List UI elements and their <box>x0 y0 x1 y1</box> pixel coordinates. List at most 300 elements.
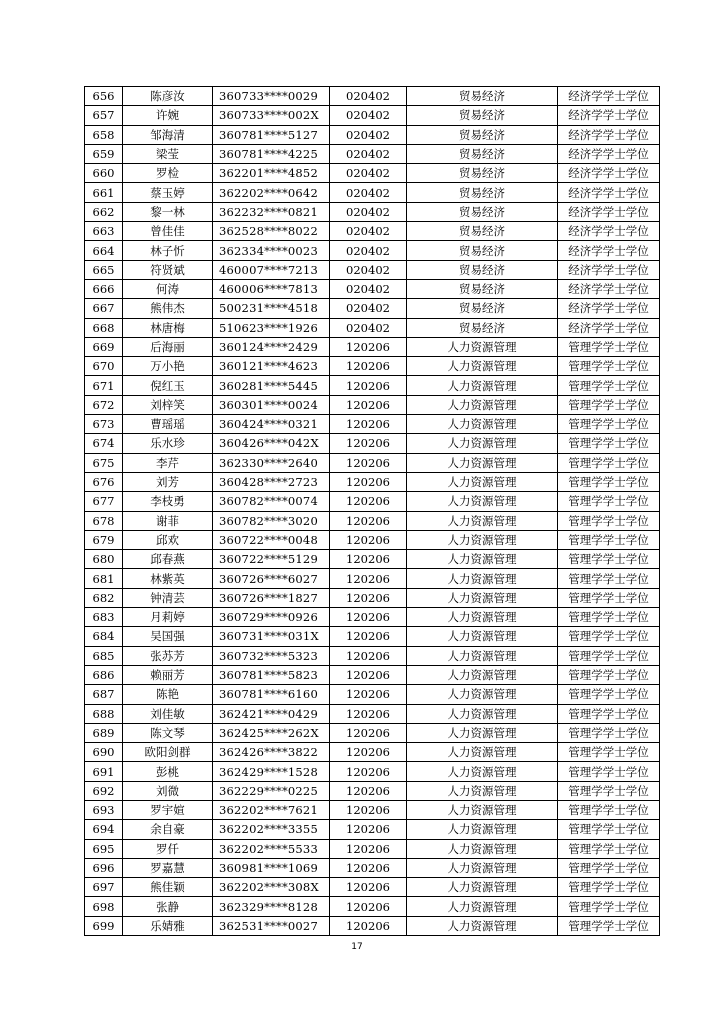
row-number-cell: 662 <box>85 202 123 221</box>
row-number-cell: 673 <box>85 415 123 434</box>
row-number-cell: 666 <box>85 279 123 298</box>
row-number-cell: 691 <box>85 762 123 781</box>
row-number-cell: 668 <box>85 318 123 337</box>
major-name-cell: 人力资源管理 <box>407 588 558 607</box>
row-number-cell: 660 <box>85 164 123 183</box>
student-name-cell: 李枝勇 <box>123 492 213 511</box>
table-row <box>85 125 660 144</box>
row-number-cell: 697 <box>85 878 123 897</box>
row-number-cell: 657 <box>85 106 123 125</box>
row-number-cell: 689 <box>85 723 123 742</box>
major-code-cell: 120206 <box>330 415 407 434</box>
student-name-cell: 罗检 <box>123 164 213 183</box>
degree-type-cell: 管理学学士学位 <box>558 897 660 916</box>
table-row <box>85 665 660 684</box>
major-code-cell: 120206 <box>330 646 407 665</box>
id-number-cell: 362202****0642 <box>213 183 330 202</box>
student-name-cell: 罗嘉慧 <box>123 858 213 877</box>
major-code-cell: 020402 <box>330 202 407 221</box>
student-name-cell: 罗仟 <box>123 839 213 858</box>
major-name-cell: 人力资源管理 <box>407 627 558 646</box>
major-name-cell: 贸易经济 <box>407 106 558 125</box>
table-row <box>85 337 660 356</box>
row-number-cell: 685 <box>85 646 123 665</box>
major-name-cell: 贸易经济 <box>407 87 558 106</box>
major-code-cell: 120206 <box>330 743 407 762</box>
row-number-cell: 661 <box>85 183 123 202</box>
degree-type-cell: 管理学学士学位 <box>558 472 660 491</box>
degree-type-cell: 经济学学士学位 <box>558 299 660 318</box>
table-row <box>85 704 660 723</box>
table-row <box>85 820 660 839</box>
table-row <box>85 492 660 511</box>
row-number-cell: 665 <box>85 260 123 279</box>
student-name-cell: 熊佳颖 <box>123 878 213 897</box>
row-number-cell: 683 <box>85 608 123 627</box>
id-number-cell: 360301****0024 <box>213 395 330 414</box>
major-name-cell: 人力资源管理 <box>407 820 558 839</box>
major-name-cell: 贸易经济 <box>407 318 558 337</box>
major-code-cell: 120206 <box>330 878 407 897</box>
major-name-cell: 人力资源管理 <box>407 492 558 511</box>
major-name-cell: 贸易经济 <box>407 279 558 298</box>
student-name-cell: 欧阳剑群 <box>123 743 213 762</box>
degree-type-cell: 管理学学士学位 <box>558 511 660 530</box>
degree-type-cell: 经济学学士学位 <box>558 87 660 106</box>
degree-type-cell: 管理学学士学位 <box>558 858 660 877</box>
major-code-cell: 120206 <box>330 627 407 646</box>
major-name-cell: 贸易经济 <box>407 222 558 241</box>
row-number-cell: 687 <box>85 685 123 704</box>
major-code-cell: 120206 <box>330 820 407 839</box>
major-code-cell: 120206 <box>330 704 407 723</box>
degree-type-cell: 管理学学士学位 <box>558 569 660 588</box>
row-number-cell: 698 <box>85 897 123 916</box>
id-number-cell: 500231****4518 <box>213 299 330 318</box>
table-row <box>85 762 660 781</box>
table-row <box>85 897 660 916</box>
major-name-cell: 人力资源管理 <box>407 376 558 395</box>
student-name-cell: 彭桃 <box>123 762 213 781</box>
page-number: 17 <box>351 942 363 952</box>
student-name-cell: 刘微 <box>123 781 213 800</box>
table-row <box>85 858 660 877</box>
degree-type-cell: 经济学学士学位 <box>558 318 660 337</box>
major-name-cell: 人力资源管理 <box>407 743 558 762</box>
student-name-cell: 谢菲 <box>123 511 213 530</box>
major-name-cell: 人力资源管理 <box>407 839 558 858</box>
table-row <box>85 144 660 163</box>
id-number-cell: 362229****0225 <box>213 781 330 800</box>
row-number-cell: 678 <box>85 511 123 530</box>
major-name-cell: 人力资源管理 <box>407 395 558 414</box>
degree-type-cell: 管理学学士学位 <box>558 665 660 684</box>
table-row <box>85 453 660 472</box>
major-code-cell: 120206 <box>330 762 407 781</box>
id-number-cell: 362202****7621 <box>213 800 330 819</box>
student-name-cell: 陈彦汝 <box>123 87 213 106</box>
id-number-cell: 360726****1827 <box>213 588 330 607</box>
major-name-cell: 贸易经济 <box>407 164 558 183</box>
table-row <box>85 260 660 279</box>
degree-type-cell: 管理学学士学位 <box>558 820 660 839</box>
table-row <box>85 183 660 202</box>
major-code-cell: 020402 <box>330 144 407 163</box>
major-code-cell: 120206 <box>330 897 407 916</box>
id-number-cell: 362528****8022 <box>213 222 330 241</box>
id-number-cell: 360981****1069 <box>213 858 330 877</box>
id-number-cell: 362201****4852 <box>213 164 330 183</box>
degree-type-cell: 管理学学士学位 <box>558 723 660 742</box>
degree-type-cell: 管理学学士学位 <box>558 743 660 762</box>
major-code-cell: 120206 <box>330 530 407 549</box>
id-number-cell: 362330****2640 <box>213 453 330 472</box>
student-name-cell: 邹海清 <box>123 125 213 144</box>
major-name-cell: 人力资源管理 <box>407 800 558 819</box>
student-name-cell: 黎一林 <box>123 202 213 221</box>
major-code-cell: 120206 <box>330 492 407 511</box>
id-number-cell: 360731****031X <box>213 627 330 646</box>
row-number-cell: 680 <box>85 550 123 569</box>
row-number-cell: 658 <box>85 125 123 144</box>
major-code-cell: 120206 <box>330 453 407 472</box>
table-row <box>85 800 660 819</box>
major-name-cell: 人力资源管理 <box>407 762 558 781</box>
table-row <box>85 434 660 453</box>
major-code-cell: 120206 <box>330 781 407 800</box>
degree-type-cell: 管理学学士学位 <box>558 646 660 665</box>
major-name-cell: 人力资源管理 <box>407 550 558 569</box>
table-row <box>85 202 660 221</box>
major-name-cell: 人力资源管理 <box>407 337 558 356</box>
row-number-cell: 681 <box>85 569 123 588</box>
row-number-cell: 684 <box>85 627 123 646</box>
id-number-cell: 360781****6160 <box>213 685 330 704</box>
major-name-cell: 人力资源管理 <box>407 453 558 472</box>
major-name-cell: 贸易经济 <box>407 144 558 163</box>
student-name-cell: 林唐梅 <box>123 318 213 337</box>
degree-type-cell: 管理学学士学位 <box>558 357 660 376</box>
major-name-cell: 贸易经济 <box>407 125 558 144</box>
table-row <box>85 916 660 935</box>
major-code-cell: 020402 <box>330 279 407 298</box>
major-code-cell: 120206 <box>330 569 407 588</box>
major-code-cell: 020402 <box>330 106 407 125</box>
row-number-cell: 690 <box>85 743 123 762</box>
major-code-cell: 020402 <box>330 260 407 279</box>
major-name-cell: 人力资源管理 <box>407 415 558 434</box>
student-name-cell: 符贤斌 <box>123 260 213 279</box>
id-number-cell: 362429****1528 <box>213 762 330 781</box>
degree-type-cell: 管理学学士学位 <box>558 453 660 472</box>
table-row <box>85 318 660 337</box>
student-name-cell: 赖丽芳 <box>123 665 213 684</box>
id-number-cell: 360781****4225 <box>213 144 330 163</box>
row-number-cell: 677 <box>85 492 123 511</box>
row-number-cell: 671 <box>85 376 123 395</box>
row-number-cell: 659 <box>85 144 123 163</box>
major-name-cell: 人力资源管理 <box>407 357 558 376</box>
major-code-cell: 120206 <box>330 395 407 414</box>
table-row <box>85 608 660 627</box>
row-number-cell: 682 <box>85 588 123 607</box>
major-name-cell: 贸易经济 <box>407 202 558 221</box>
major-code-cell: 120206 <box>330 337 407 356</box>
row-number-cell: 686 <box>85 665 123 684</box>
major-code-cell: 120206 <box>330 511 407 530</box>
id-number-cell: 460006****7813 <box>213 279 330 298</box>
table-row <box>85 569 660 588</box>
major-code-cell: 120206 <box>330 588 407 607</box>
row-number-cell: 667 <box>85 299 123 318</box>
id-number-cell: 360121****4623 <box>213 357 330 376</box>
graduate-degree-table <box>84 86 660 936</box>
id-number-cell: 360424****0321 <box>213 415 330 434</box>
table-row <box>85 781 660 800</box>
student-name-cell: 刘芳 <box>123 472 213 491</box>
major-name-cell: 人力资源管理 <box>407 685 558 704</box>
student-name-cell: 李芹 <box>123 453 213 472</box>
id-number-cell: 360281****5445 <box>213 376 330 395</box>
degree-type-cell: 管理学学士学位 <box>558 781 660 800</box>
major-code-cell: 120206 <box>330 357 407 376</box>
id-number-cell: 362232****0821 <box>213 202 330 221</box>
table-row <box>85 222 660 241</box>
row-number-cell: 699 <box>85 916 123 935</box>
table-row <box>85 164 660 183</box>
id-number-cell: 360782****3020 <box>213 511 330 530</box>
major-code-cell: 020402 <box>330 222 407 241</box>
student-name-cell: 月莉婷 <box>123 608 213 627</box>
student-name-cell: 曾佳佳 <box>123 222 213 241</box>
major-name-cell: 人力资源管理 <box>407 530 558 549</box>
table-row <box>85 878 660 897</box>
student-name-cell: 梁莹 <box>123 144 213 163</box>
major-code-cell: 120206 <box>330 434 407 453</box>
degree-type-cell: 管理学学士学位 <box>558 839 660 858</box>
id-number-cell: 510623****1926 <box>213 318 330 337</box>
id-number-cell: 362426****3822 <box>213 743 330 762</box>
row-number-cell: 674 <box>85 434 123 453</box>
id-number-cell: 360781****5823 <box>213 665 330 684</box>
student-name-cell: 后海丽 <box>123 337 213 356</box>
major-name-cell: 人力资源管理 <box>407 511 558 530</box>
student-name-cell: 林子忻 <box>123 241 213 260</box>
degree-type-cell: 经济学学士学位 <box>558 202 660 221</box>
degree-type-cell: 经济学学士学位 <box>558 106 660 125</box>
table-row <box>85 550 660 569</box>
major-name-cell: 人力资源管理 <box>407 878 558 897</box>
table-row <box>85 106 660 125</box>
degree-type-cell: 管理学学士学位 <box>558 492 660 511</box>
id-number-cell: 362202****3355 <box>213 820 330 839</box>
id-number-cell: 360733****002X <box>213 106 330 125</box>
major-code-cell: 120206 <box>330 665 407 684</box>
major-code-cell: 120206 <box>330 550 407 569</box>
table-row <box>85 588 660 607</box>
degree-type-cell: 经济学学士学位 <box>558 183 660 202</box>
row-number-cell: 692 <box>85 781 123 800</box>
degree-type-cell: 管理学学士学位 <box>558 878 660 897</box>
id-number-cell: 360726****6027 <box>213 569 330 588</box>
student-name-cell: 陈艳 <box>123 685 213 704</box>
row-number-cell: 693 <box>85 800 123 819</box>
major-name-cell: 贸易经济 <box>407 183 558 202</box>
table-row <box>85 530 660 549</box>
major-code-cell: 020402 <box>330 164 407 183</box>
major-name-cell: 人力资源管理 <box>407 781 558 800</box>
row-number-cell: 670 <box>85 357 123 376</box>
student-name-cell: 吴国强 <box>123 627 213 646</box>
id-number-cell: 360781****5127 <box>213 125 330 144</box>
major-name-cell: 人力资源管理 <box>407 723 558 742</box>
major-code-cell: 120206 <box>330 800 407 819</box>
row-number-cell: 694 <box>85 820 123 839</box>
table-row <box>85 395 660 414</box>
row-number-cell: 675 <box>85 453 123 472</box>
major-name-cell: 贸易经济 <box>407 241 558 260</box>
degree-type-cell: 管理学学士学位 <box>558 550 660 569</box>
major-code-cell: 120206 <box>330 858 407 877</box>
degree-type-cell: 管理学学士学位 <box>558 608 660 627</box>
student-name-cell: 熊伟杰 <box>123 299 213 318</box>
degree-type-cell: 管理学学士学位 <box>558 376 660 395</box>
degree-type-cell: 管理学学士学位 <box>558 627 660 646</box>
degree-type-cell: 管理学学士学位 <box>558 685 660 704</box>
table-row <box>85 839 660 858</box>
row-number-cell: 695 <box>85 839 123 858</box>
student-name-cell: 陈文琴 <box>123 723 213 742</box>
degree-type-cell: 经济学学士学位 <box>558 279 660 298</box>
student-name-cell: 邱春燕 <box>123 550 213 569</box>
major-name-cell: 人力资源管理 <box>407 434 558 453</box>
student-name-cell: 乐婧雅 <box>123 916 213 935</box>
id-number-cell: 360733****0029 <box>213 87 330 106</box>
id-number-cell: 360729****0926 <box>213 608 330 627</box>
major-code-cell: 120206 <box>330 608 407 627</box>
major-code-cell: 120206 <box>330 376 407 395</box>
major-name-cell: 人力资源管理 <box>407 608 558 627</box>
student-name-cell: 倪红玉 <box>123 376 213 395</box>
major-code-cell: 020402 <box>330 318 407 337</box>
id-number-cell: 360782****0074 <box>213 492 330 511</box>
row-number-cell: 679 <box>85 530 123 549</box>
student-name-cell: 钟清芸 <box>123 588 213 607</box>
table-row <box>85 279 660 298</box>
major-name-cell: 人力资源管理 <box>407 472 558 491</box>
major-name-cell: 人力资源管理 <box>407 704 558 723</box>
student-name-cell: 邱欢 <box>123 530 213 549</box>
id-number-cell: 360124****2429 <box>213 337 330 356</box>
table-row <box>85 87 660 106</box>
degree-type-cell: 管理学学士学位 <box>558 704 660 723</box>
degree-type-cell: 管理学学士学位 <box>558 395 660 414</box>
student-name-cell: 蔡玉婷 <box>123 183 213 202</box>
major-name-cell: 人力资源管理 <box>407 569 558 588</box>
major-code-cell: 120206 <box>330 723 407 742</box>
major-code-cell: 020402 <box>330 299 407 318</box>
id-number-cell: 362531****0027 <box>213 916 330 935</box>
id-number-cell: 362202****308X <box>213 878 330 897</box>
degree-type-cell: 经济学学士学位 <box>558 260 660 279</box>
major-code-cell: 020402 <box>330 241 407 260</box>
student-name-cell: 万小艳 <box>123 357 213 376</box>
major-code-cell: 020402 <box>330 125 407 144</box>
major-name-cell: 贸易经济 <box>407 299 558 318</box>
row-number-cell: 669 <box>85 337 123 356</box>
student-name-cell: 罗宇媗 <box>123 800 213 819</box>
student-name-cell: 林紫英 <box>123 569 213 588</box>
table-row <box>85 743 660 762</box>
student-name-cell: 何涛 <box>123 279 213 298</box>
major-code-cell: 020402 <box>330 183 407 202</box>
degree-type-cell: 管理学学士学位 <box>558 588 660 607</box>
major-code-cell: 120206 <box>330 839 407 858</box>
id-number-cell: 362334****0023 <box>213 241 330 260</box>
degree-type-cell: 管理学学士学位 <box>558 916 660 935</box>
student-name-cell: 乐水珍 <box>123 434 213 453</box>
table-row <box>85 415 660 434</box>
major-name-cell: 人力资源管理 <box>407 897 558 916</box>
major-name-cell: 贸易经济 <box>407 260 558 279</box>
table-row <box>85 646 660 665</box>
major-code-cell: 120206 <box>330 685 407 704</box>
table-row <box>85 511 660 530</box>
degree-type-cell: 管理学学士学位 <box>558 762 660 781</box>
table-row <box>85 357 660 376</box>
table-row <box>85 472 660 491</box>
degree-type-cell: 经济学学士学位 <box>558 241 660 260</box>
degree-type-cell: 管理学学士学位 <box>558 415 660 434</box>
major-code-cell: 020402 <box>330 87 407 106</box>
degree-type-cell: 管理学学士学位 <box>558 337 660 356</box>
id-number-cell: 362421****0429 <box>213 704 330 723</box>
degree-type-cell: 经济学学士学位 <box>558 222 660 241</box>
row-number-cell: 656 <box>85 87 123 106</box>
student-name-cell: 刘梓笑 <box>123 395 213 414</box>
major-code-cell: 120206 <box>330 916 407 935</box>
row-number-cell: 664 <box>85 241 123 260</box>
student-name-cell: 张苏芳 <box>123 646 213 665</box>
row-number-cell: 688 <box>85 704 123 723</box>
student-name-cell: 余自豪 <box>123 820 213 839</box>
id-number-cell: 460007****7213 <box>213 260 330 279</box>
major-name-cell: 人力资源管理 <box>407 858 558 877</box>
id-number-cell: 362329****8128 <box>213 897 330 916</box>
student-name-cell: 曹瑶瑶 <box>123 415 213 434</box>
student-name-cell: 刘佳敏 <box>123 704 213 723</box>
id-number-cell: 362425****262X <box>213 723 330 742</box>
table-row <box>85 723 660 742</box>
table-row <box>85 685 660 704</box>
table-row <box>85 376 660 395</box>
major-name-cell: 人力资源管理 <box>407 646 558 665</box>
id-number-cell: 362202****5533 <box>213 839 330 858</box>
table-body <box>85 87 660 936</box>
degree-type-cell: 经济学学士学位 <box>558 164 660 183</box>
id-number-cell: 360428****2723 <box>213 472 330 491</box>
degree-type-cell: 管理学学士学位 <box>558 530 660 549</box>
id-number-cell: 360426****042X <box>213 434 330 453</box>
row-number-cell: 676 <box>85 472 123 491</box>
row-number-cell: 663 <box>85 222 123 241</box>
row-number-cell: 696 <box>85 858 123 877</box>
major-name-cell: 人力资源管理 <box>407 916 558 935</box>
id-number-cell: 360722****5129 <box>213 550 330 569</box>
id-number-cell: 360722****0048 <box>213 530 330 549</box>
table-row <box>85 299 660 318</box>
row-number-cell: 672 <box>85 395 123 414</box>
